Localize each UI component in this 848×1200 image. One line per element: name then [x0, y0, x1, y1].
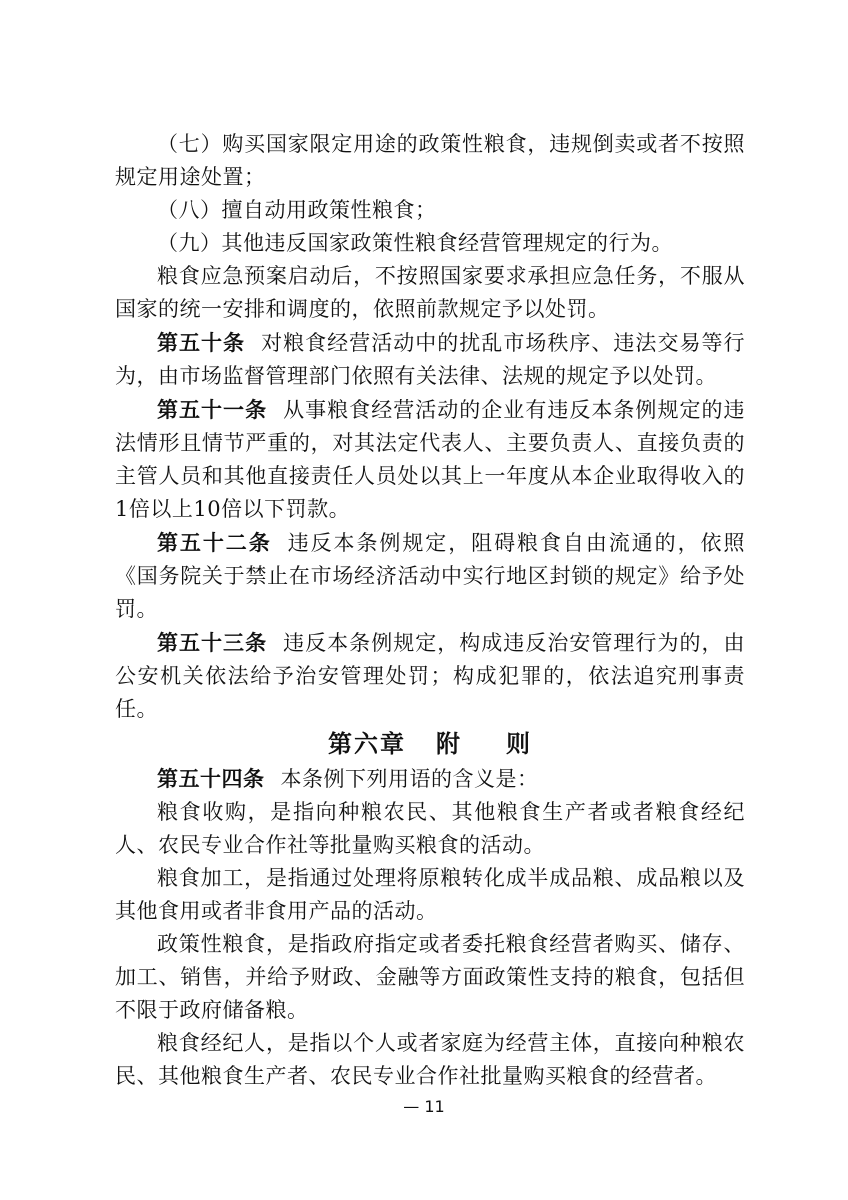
paragraph-emergency-plan: 粮食应急预案启动后，不按照国家要求承担应急任务，不服从国家的统一安排和调度的，依照前款规定予以处罚。	[115, 264, 745, 321]
article-text: 对粮食经营活动中的扰乱市场秩序、违法交易等行为，由市场监督管理部门依照有关法律、法规的规定予以处罚。	[115, 331, 746, 388]
article-text: 违反本条例规定，阻碍粮食自由流通的，依照《国务院关于禁止在市场经济活动中实行地区封锁的规定》给予处罚。	[115, 531, 745, 621]
definition-policy-grain: 政策性粮食，是指政府指定或者委托粮食经营者购买、储存、加工、销售，并给予财政、金融等方面政策性支持的粮食，包括但不限于政府储备粮。	[115, 932, 745, 1022]
chapter-title-word-2: 则	[506, 730, 532, 758]
article-number: 第五十四条	[157, 766, 265, 791]
page-number: — 11	[403, 1097, 445, 1116]
chapter-title-word-1: 附	[436, 730, 462, 758]
chapter-heading	[115, 726, 745, 762]
article-number: 第五十三条	[157, 630, 268, 655]
article-54	[115, 762, 745, 796]
article-text: 本条例下列用语的含义是：	[280, 767, 539, 791]
article-50	[115, 326, 745, 393]
paragraph-item-9: （九）其他违反国家政策性粮食经营管理规定的行为。	[157, 231, 673, 255]
paragraph-item-7: （七）购买国家限定用途的政策性粮食，违规倒卖或者不按照规定用途处置；	[115, 132, 745, 189]
document-page	[115, 128, 745, 1093]
chapter-number: 第六章	[328, 730, 406, 758]
definition-grain-processing: 粮食加工，是指通过处理将原粮转化成半成品粮、成品粮以及其他食用或者非食用产品的活动。	[115, 866, 745, 923]
article-51	[115, 393, 745, 526]
article-number: 第五十条	[157, 330, 246, 355]
article-text: 违反本条例规定，构成违反治安管理行为的，由公安机关依法给予治安管理处罚；构成犯罪的，依法追究刑事责任。	[115, 631, 746, 721]
paragraph-item-8: （八）擅自动用政策性粮食；	[157, 198, 437, 222]
definition-grain-purchase: 粮食收购，是指向种粮农民、其他粮食生产者或者粮食经纪人、农民专业合作社等批量购买粮食的活动。	[115, 800, 745, 857]
definition-grain-broker: 粮食经纪人，是指以个人或者家庭为经营主体，直接向种粮农民、其他粮食生产者、农民专业合作社批量购买粮食的经营者。	[115, 1031, 745, 1088]
article-52	[115, 526, 745, 626]
article-text: 从事粮食经营活动的企业有违反本条例规定的违法情形且情节严重的，对其法定代表人、主要负责人、直接负责的主管人员和其他直接责任人员处以其上一年度从本企业取得收入的1倍以上10倍以下罚款。	[115, 398, 746, 521]
article-number: 第五十一条	[157, 397, 268, 422]
article-53	[115, 626, 745, 726]
article-number: 第五十二条	[157, 530, 272, 555]
